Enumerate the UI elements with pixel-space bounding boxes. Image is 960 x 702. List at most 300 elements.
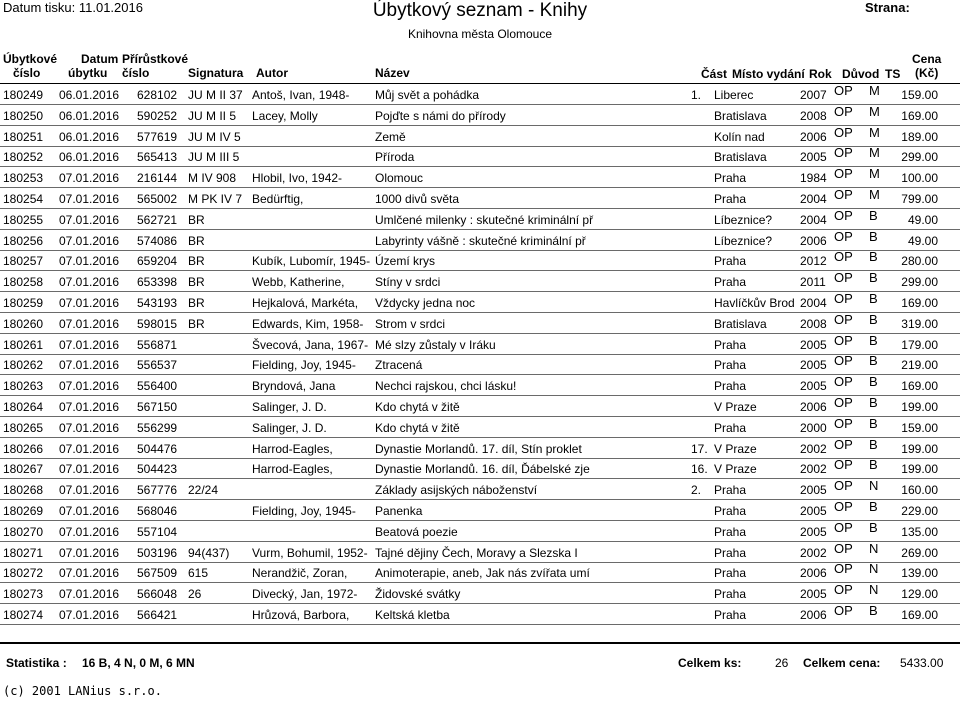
cell-ubytkove-cislo: 180261 [3,337,44,352]
cell-autor: Hejkalová, Markéta, [252,296,359,310]
copyright-footer: (c) 2001 LANius s.r.o. [3,684,162,698]
cell-ubytkove-cislo: 180256 [3,233,44,248]
cell-ts: B [869,395,878,410]
cell-datum: 07.01.2016 [59,296,120,310]
cell-nazev: Příroda [375,150,415,165]
cell-misto: Praha [714,483,747,498]
table-row [0,292,960,313]
cell-rok: 2005 [800,150,827,165]
cell-duvod: OP [834,519,853,535]
cell-nazev: Dynastie Morlandů. 16. díl, Ďábelské zje [375,462,590,477]
cell-misto: Praha [714,420,747,435]
cell-autor: Salinger, J. D. [252,420,327,435]
cell-ts: B [869,311,878,327]
cell-nazev: Animoterapie, aneb, Jak nás zvířata umí [375,566,590,581]
cell-ubytkove-cislo: 180273 [3,587,44,602]
cell-signatura: JU M III 5 [188,150,240,165]
cell-prirustkove-cislo: 565002 [137,192,178,206]
cell-nazev: Území krys [375,254,435,269]
cell-rok: 2000 [800,420,827,435]
cell-autor: Harrod-Eagles, [252,462,333,477]
table-row [0,209,960,230]
cell-ubytkove-cislo: 180251 [3,129,44,144]
cell-ubytkove-cislo: 180252 [3,150,44,165]
cell-cena: 169.00 [901,608,938,622]
cell-rok: 2008 [800,316,827,331]
cell-datum: 07.01.2016 [59,337,120,352]
cell-rok: 2005 [800,587,827,602]
cell-autor: Hlobil, Ivo, 1942- [252,171,343,186]
cell-nazev: Beatová poezie [375,524,458,539]
table-row [0,521,960,542]
cell-rok: 2008 [800,108,827,123]
cell-ubytkove-cislo: 180272 [3,566,44,581]
cell-datum: 07.01.2016 [59,420,120,435]
cell-misto: Kolín nad [714,129,765,144]
cell-ts: B [869,332,878,348]
cell-duvod: OP [834,561,853,577]
cell-datum: 07.01.2016 [59,462,120,477]
table-row [0,500,960,521]
total-price-value: 5433.00 [900,656,944,670]
cell-cena: 100.00 [901,171,938,186]
cell-prirustkove-cislo: 565413 [137,150,178,165]
cell-ts: M [869,166,880,182]
cell-signatura: 22/24 [188,483,219,498]
cell-misto: Praha [714,171,747,186]
cell-ubytkove-cislo: 180266 [3,441,44,456]
col-autor: Autor [256,66,288,80]
col-ubytkove-cislo: Úbytkové číslo [3,52,58,80]
cell-signatura: BR [188,212,205,227]
cell-rok: 2005 [800,504,827,518]
cell-cena: 299.00 [901,150,938,165]
cell-nazev: Vždycky jedna noc [375,296,476,310]
cell-duvod: OP [834,415,853,431]
cell-ubytkove-cislo: 180258 [3,275,44,290]
cell-duvod: OP [834,540,853,556]
cell-ubytkove-cislo: 180267 [3,462,44,477]
cell-ubytkove-cislo: 180255 [3,212,44,227]
cell-nazev: Židovské svátky [375,587,461,602]
cell-duvod: OP [834,374,853,390]
cell-duvod: OP [834,478,853,494]
cell-ubytkove-cislo: 180249 [3,88,44,102]
table-row [0,313,960,334]
cell-ts: B [869,415,878,431]
cell-rok: 2006 [800,608,827,622]
cell-signatura: M IV 908 [188,171,237,186]
cell-datum: 07.01.2016 [59,275,120,290]
cell-cena: 139.00 [901,566,938,581]
cell-duvod: OP [834,457,853,473]
cell-nazev: Kdo chytá v žitě [375,400,460,414]
col-duvod: Důvod [842,67,880,81]
cell-prirustkove-cislo: 566048 [137,587,178,602]
cell-nazev: Keltská kletba [375,608,450,622]
cell-prirustkove-cislo: 556299 [137,420,178,435]
table-row [0,84,960,105]
table-row [0,334,960,355]
cell-autor: Fielding, Joy, 1945- [252,358,356,373]
cell-cena: 219.00 [901,358,938,373]
cell-duvod: OP [834,207,853,223]
cell-ts: B [869,374,878,390]
cell-signatura: BR [188,296,205,310]
cell-nazev: Země [375,129,406,144]
page-label: Strana: [865,0,910,15]
cell-autor: Vurm, Bohumil, 1952- [252,545,368,560]
cell-duvod: OP [834,166,853,182]
cell-datum: 07.01.2016 [59,524,120,539]
cell-datum: 06.01.2016 [59,108,120,123]
cell-cena: 159.00 [901,420,938,435]
cell-duvod: OP [834,603,853,618]
cell-ts: B [869,270,878,286]
cell-autor: Švecová, Jana, 1967- [252,337,369,352]
cell-prirustkove-cislo: 590252 [137,108,178,123]
cell-ubytkove-cislo: 180268 [3,483,44,498]
cell-prirustkove-cislo: 653398 [137,275,178,290]
cell-signatura: M PK IV 7 [188,192,243,206]
cell-prirustkove-cislo: 659204 [137,254,178,269]
cell-signatura: JU M IV 5 [188,129,241,144]
cell-nazev: Olomouc [375,171,424,186]
cell-nazev: Nechci rajskou, chci lásku! [375,379,517,394]
cell-autor: Bedürftig, [252,192,304,206]
cell-ts: M [869,124,880,140]
cell-nazev: Umlčené milenky : skutečné kriminální př [375,212,594,227]
cell-prirustkove-cislo: 543193 [137,296,178,310]
row-divider [0,624,960,625]
cell-autor: Salinger, J. D. [252,400,327,414]
cell-ubytkove-cislo: 180262 [3,358,44,373]
cell-ts: B [869,249,878,265]
cell-duvod: OP [834,249,853,265]
cell-nazev: Stíny v srdci [375,275,441,290]
cell-duvod: OP [834,582,853,598]
cell-autor: Antoš, Ivan, 1948- [252,88,350,102]
table-row [0,604,960,625]
cell-misto: Praha [714,192,747,206]
cell-nazev: Labyrinty vášně : skutečné kriminální př [375,233,586,248]
cell-misto: Líbeznice? [714,212,773,227]
cell-prirustkove-cislo: 574086 [137,233,178,248]
cell-rok: 2011 [800,275,826,290]
cell-ubytkove-cislo: 180259 [3,296,44,310]
cell-prirustkove-cislo: 567509 [137,566,178,581]
cell-ubytkove-cislo: 180257 [3,254,44,269]
cell-signatura: 94(437) [188,545,230,560]
cell-ubytkove-cislo: 180253 [3,171,44,186]
col-signatura: Signatura [188,66,244,80]
cell-duvod: OP [834,124,853,140]
cell-rok: 2007 [800,88,827,102]
table-row [0,126,960,147]
cell-misto: Praha [714,275,747,290]
cell-signatura: 615 [188,566,209,581]
cell-duvod: OP [834,353,853,369]
cell-ts: B [869,353,878,369]
cell-datum: 07.01.2016 [59,233,120,248]
cell-ubytkove-cislo: 180260 [3,316,44,331]
table-row [0,250,960,271]
col-ts: TS [885,67,901,81]
cell-misto: Praha [714,608,747,622]
table-row [0,105,960,126]
cell-nazev: Strom v srdci [375,316,446,331]
cell-duvod: OP [834,395,853,410]
cell-datum: 06.01.2016 [59,88,120,102]
cell-duvod: OP [834,311,853,327]
stats-counts: 16 B, 4 N, 0 M, 6 MN [82,656,195,670]
cell-ubytkove-cislo: 180269 [3,504,44,518]
cell-datum: 07.01.2016 [59,545,120,560]
stats-label: Statistika : [6,656,67,670]
cell-nazev: Ztracená [375,358,423,373]
cell-cena: 129.00 [901,587,938,602]
cell-ubytkove-cislo: 180271 [3,545,44,560]
cell-ubytkove-cislo: 180263 [3,379,44,394]
cell-autor: Bryndová, Jana [252,379,336,394]
cell-datum: 06.01.2016 [59,129,120,144]
cell-rok: 2002 [800,462,827,477]
cell-cena: 49.00 [907,212,938,227]
table-row [0,375,960,396]
table-row [0,542,960,563]
cell-rok: 2012 [800,254,827,269]
cell-rok: 2005 [800,379,827,394]
table-row [0,583,960,604]
cell-nazev: Můj svět a pohádka [375,88,480,102]
cell-nazev: 1000 divů světa [375,192,460,206]
cell-signatura: JU M II 37 [188,88,243,102]
col-cena: Cena (Kč) [912,52,942,80]
cell-autor: Harrod-Eagles, [252,441,333,456]
cell-misto: Praha [714,587,747,602]
cell-misto: Praha [714,379,747,394]
cell-cena: 49.00 [907,233,938,248]
cell-misto: Bratislava [714,150,767,165]
cell-rok: 2004 [800,212,827,227]
cell-misto: Praha [714,566,747,581]
cell-rok: 1984 [800,171,827,186]
cell-cena: 280.00 [901,254,938,269]
cell-duvod: OP [834,228,853,244]
cell-ts: M [869,103,880,119]
cell-cena: 199.00 [901,462,938,477]
cell-misto: Praha [714,337,747,352]
cell-prirustkove-cislo: 567150 [137,400,178,414]
cell-datum: 07.01.2016 [59,192,120,206]
cell-ts: B [869,499,878,514]
cell-rok: 2004 [800,192,827,206]
cell-rok: 2006 [800,400,827,414]
cell-nazev: Pojďte s námi do přírody [375,108,506,123]
cell-misto: Havlíčkův Brod [714,296,795,310]
cell-misto: V Praze [714,462,757,477]
cell-cena: 189.00 [901,129,938,144]
cell-nazev: Základy asijských náboženství [375,483,538,498]
cell-datum: 07.01.2016 [59,212,120,227]
table-row [0,167,960,188]
cell-cast: 1. [691,88,702,102]
print-date: Datum tisku: 11.01.2016 [3,0,143,15]
table-row [0,188,960,209]
cell-prirustkove-cislo: 556871 [137,337,178,352]
cell-nazev: Dynastie Morlandů. 17. díl, Stín proklet [375,441,582,456]
table-row [0,146,960,167]
cell-prirustkove-cislo: 556537 [137,358,178,373]
cell-duvod: OP [834,83,853,98]
cell-datum: 07.01.2016 [59,316,120,331]
cell-cast: 16. [691,462,708,477]
table-row [0,479,960,500]
cell-duvod: OP [834,332,853,348]
table-row [0,271,960,292]
cell-prirustkove-cislo: 567776 [137,483,178,498]
cell-signatura: BR [188,275,205,290]
cell-prirustkove-cislo: 503196 [137,545,178,560]
cell-cena: 169.00 [901,379,938,394]
cell-duvod: OP [834,291,853,306]
cell-ubytkove-cislo: 180265 [3,420,44,435]
cell-prirustkove-cislo: 577619 [137,129,178,144]
cell-nazev: Kdo chytá v žitě [375,420,460,435]
total-price-label: Celkem cena: [803,656,881,670]
cell-rok: 2005 [800,337,827,352]
cell-misto: V Praze [714,441,757,456]
cell-datum: 07.01.2016 [59,441,120,456]
total-items-value: 26 [775,656,789,670]
cell-prirustkove-cislo: 557104 [137,524,178,539]
cell-ts: B [869,519,878,535]
stats-divider [0,642,960,644]
cell-rok: 2005 [800,483,827,498]
cell-misto: Praha [714,524,747,539]
cell-ts: B [869,207,878,223]
cell-datum: 07.01.2016 [59,379,120,394]
cell-ts: N [869,561,879,577]
cell-autor: Edwards, Kim, 1958- [252,316,364,331]
table-row [0,230,960,251]
cell-rok: 2005 [800,358,827,373]
report-title: Úbytkový seznam - Knihy [372,0,588,21]
cell-cena: 269.00 [901,545,938,560]
cell-prirustkove-cislo: 556400 [137,379,178,394]
col-cast: Část [701,67,728,81]
cell-ubytkove-cislo: 180264 [3,400,44,414]
cell-datum: 07.01.2016 [59,504,120,518]
cell-autor: Divecký, Jan, 1972- [252,587,358,602]
cell-rok: 2002 [800,545,827,560]
table-row [0,396,960,417]
cell-datum: 07.01.2016 [59,587,120,602]
table-row [0,458,960,479]
cell-prirustkove-cislo: 568046 [137,504,178,518]
cell-ubytkove-cislo: 180270 [3,524,44,539]
cell-duvod: OP [834,187,853,202]
cell-cena: 199.00 [901,441,938,456]
cell-cena: 169.00 [901,108,938,123]
col-datum-ubytku: Datum úbytku [68,52,119,80]
table-row [0,354,960,375]
table-row [0,438,960,459]
cell-datum: 07.01.2016 [59,171,120,186]
cell-rok: 2005 [800,524,827,539]
cell-autor: Hrůzová, Barbora, [252,608,350,622]
total-items-label: Celkem ks: [678,656,742,670]
cell-cena: 229.00 [901,504,938,518]
cell-ts: B [869,436,878,452]
cell-signatura: JU M II 5 [188,108,237,123]
cell-prirustkove-cislo: 216144 [137,171,178,186]
col-prirustkove-cislo: Přírůstkové číslo [122,52,189,80]
cell-ts: N [869,478,879,494]
cell-cena: 169.00 [901,296,938,310]
cell-misto: Líbeznice? [714,233,773,248]
cell-misto: Praha [714,254,747,269]
cell-rok: 2006 [800,566,827,581]
library-name: Knihovna města Olomouce [407,27,553,41]
cell-autor: Lacey, Molly [252,108,318,123]
cell-cena: 179.00 [901,337,938,352]
cell-datum: 07.01.2016 [59,566,120,581]
col-rok: Rok [809,67,832,81]
cell-prirustkove-cislo: 598015 [137,316,178,331]
cell-nazev: Panenka [375,504,423,518]
cell-misto: Bratislava [714,316,767,331]
cell-prirustkove-cislo: 562721 [137,212,178,227]
cell-cast: 2. [691,483,702,498]
cell-signatura: 26 [188,587,202,602]
cell-misto: Liberec [714,88,754,102]
cell-rok: 2006 [800,233,827,248]
col-misto: Místo vydání [732,67,805,81]
cell-datum: 07.01.2016 [59,400,120,414]
cell-misto: Praha [714,358,747,373]
cell-ubytkove-cislo: 180274 [3,608,44,622]
cell-autor: Webb, Katherine, [252,275,345,290]
cell-cena: 160.00 [901,483,938,498]
cell-ts: B [869,457,878,473]
cell-cena: 299.00 [901,275,938,290]
cell-autor: Fielding, Joy, 1945- [252,504,356,518]
cell-duvod: OP [834,103,853,119]
cell-rok: 2002 [800,441,827,456]
cell-datum: 07.01.2016 [59,254,120,269]
cell-duvod: OP [834,436,853,452]
cell-datum: 07.01.2016 [59,608,120,622]
table-row [0,417,960,438]
cell-signatura: BR [188,254,205,269]
cell-ts: B [869,228,878,244]
cell-duvod: OP [834,499,853,514]
cell-nazev: Tajné dějiny Čech, Moravy a Slezska I [375,545,578,560]
cell-datum: 07.01.2016 [59,483,120,498]
cell-misto: V Praze [714,400,757,414]
cell-ubytkove-cislo: 180250 [3,108,44,123]
cell-signatura: BR [188,316,205,331]
cell-prirustkove-cislo: 566421 [137,608,178,622]
cell-prirustkove-cislo: 504476 [137,441,178,456]
cell-duvod: OP [834,270,853,286]
cell-prirustkove-cislo: 504423 [137,462,178,477]
cell-datum: 07.01.2016 [59,358,120,373]
cell-ts: N [869,582,879,598]
cell-ts: B [869,603,878,618]
cell-rok: 2004 [800,296,827,310]
